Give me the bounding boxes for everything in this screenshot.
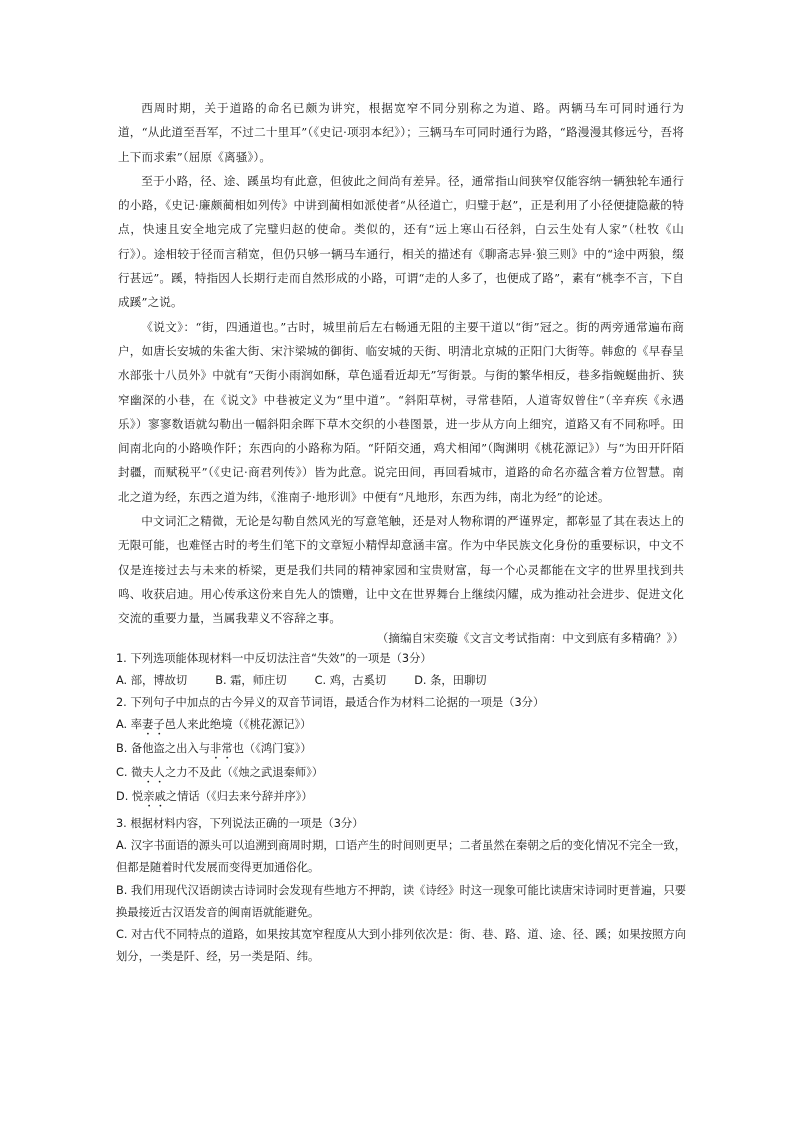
- passage-source: （摘编自宋奕璇《文言文考试指南：中文到底有多精确？》）: [376, 631, 684, 645]
- reading-passage: [118, 96, 684, 631]
- question-1-stem: 1. 下列选项能体现材料一中反切法注音“失效”的一项是（3分）: [116, 652, 432, 665]
- question-3-stem: 3. 根据材料内容，下列说法正确的一项是（3分）: [116, 817, 364, 831]
- question-2-stem: 2. 下列句子中加点的古今异义的双音节词语，最适合作为材料二论据的一项是（3分）: [116, 696, 545, 710]
- q2-option-c[interactable]: C. 微夫人之力不及此（《烛之武退秦师》）: [116, 766, 324, 780]
- question-2: [116, 692, 686, 810]
- dotted-word: 妻子: [142, 718, 165, 732]
- dotted-word: 非常: [210, 742, 233, 756]
- q2-option-a[interactable]: A. 率妻子邑人来此绝境（《桃花源记》）: [116, 718, 312, 732]
- dotted-word: 亲戚: [143, 790, 166, 804]
- dotted-word: 夫人: [142, 766, 165, 780]
- q3-option-a[interactable]: A. 汉字书面语的源头可以追溯到商周时期，口语产生的时间则更早；二者虽然在秦朝之后的变化情况不完全一致，但都是随着时代发展而变得更加通俗化。: [116, 839, 686, 875]
- passage-paragraph-3: 《说文》：“街，四通道也。”古时，城里前后左右畅通无阻的主要干道以“街”冠之。街的两旁通常遍布商户，如唐长安城的朱雀大街、宋汴梁城的御街、临安城的天街、明清北京城的正阳门大街等。韩愈的《早春呈水部张十八员外》中就有“天街小雨润如酥，草色遥看近却无”写街景。与街的繁华相反，巷多指蜿蜒曲折、狭窄幽深的小巷，在《说文》中巷被定义为“里中道”。“斜阳草树，寻常巷陌，人道寄奴曾住”（辛弃疾《永遇乐》）寥寥数语就勾勒出一幅斜阳余晖下草木交织的小巷图景，进一步从方向上细究，道路又有不同称呼。田间南北向的小路唤作阡；东西向的小路称为陌。“阡陌交通，鸡犬相闻”（陶渊明《桃花源记》）与“为田开阡陌封疆，而赋税平”（《史记·商君列传》）皆为此意。说完田间，再回看城市，道路的命名亦蕴含着方位智慧。南北之道为经，东西之道为纬，《淮南子·地形训》中便有“凡地形，东西为纬，南北为经”的论述。: [118, 319, 684, 504]
- passage-paragraph-2: 至于小路，径、途、蹊虽均有此意，但彼此之间尚有差异。径，通常指山间狭窄仅能容纳一辆独轮车通行的小路，《史记·廉颇蔺相如列传》中讲到蔺相如派使者“从径道亡，归璧于赵”，正是利用了小径便捷隐蔽的特点，快速且安全地完成了完璧归赵的使命。类似的，还有“远上寒山石径斜，白云生处有人家”（杜牧《山行》）。途相较于径而言稍宽，但仍只够一辆马车通行，相关的描述有《聊斋志异·狼三则》中的“途中两狼，缀行甚远”。蹊，特指因人长期行走而自然形成的小路，可谓“走的人多了，也便成了路”，素有“桃李不言，下自成蹊”之说。: [118, 173, 684, 310]
- q2-option-d[interactable]: D. 悦亲戚之情话（《归去来兮辞并序》）: [116, 790, 313, 804]
- q1-option-d[interactable]: D. 条，田聊切: [414, 674, 487, 688]
- passage-paragraph-1: 西周时期，关于道路的命名已颇为讲究，根据宽窄不同分别称之为道、路。两辆马车可同时通行为道，“从此道至吾军，不过二十里耳”（《史记·项羽本纪》）；三辆马车可同时通行为路，“路漫漫其修远兮，吾将上下而求索”（屈原《离骚》）。: [118, 101, 684, 164]
- q3-option-b[interactable]: B. 我们用现代汉语朗读古诗词时会发现有些地方不押韵，读《诗经》时这一现象可能比读唐宋诗词时更普遍，只要换最接近古汉语发音的闽南语就能避免。: [116, 883, 686, 919]
- question-1: [116, 648, 686, 692]
- question-3: [116, 813, 686, 968]
- q1-option-c[interactable]: C. 鸡，古奚切: [314, 674, 387, 688]
- q2-option-b[interactable]: B. 备他盗之出入与非常也（《鸿门宴》）: [116, 742, 312, 756]
- q1-option-a[interactable]: A. 部，博故切: [116, 674, 188, 688]
- passage-paragraph-4: 中文词汇之精微，无论是勾勒自然风光的写意笔触，还是对人物称谓的严谨界定，都彰显了其在表达上的无限可能，也难怪古时的考生们笔下的文章短小精悍却意涵丰富。作为中华民族文化身份的重要标识，中文不仅是连接过去与未来的桥梁，更是我们共同的精神家园和宝贵财富，每一个心灵都能在文字的世界里找到共鸣、收获启迪。用心传承这份来自先人的馈赠，让中文在世界舞台上继续闪耀，成为推动社会进步、促进文化交流的重要力量，当属我辈义不容辞之事。: [118, 514, 684, 626]
- question-1-options: [116, 670, 686, 692]
- q1-option-b[interactable]: B. 霜，师庄切: [215, 674, 287, 688]
- q3-option-c[interactable]: C. 对古代不同特点的道路，如果按其宽窄程度从大到小排列依次是：街、巷、路、道、途、径、蹊；如果按照方向划分，一类是阡、经，另一类是陌、纬。: [116, 927, 686, 963]
- question-section: [116, 648, 686, 968]
